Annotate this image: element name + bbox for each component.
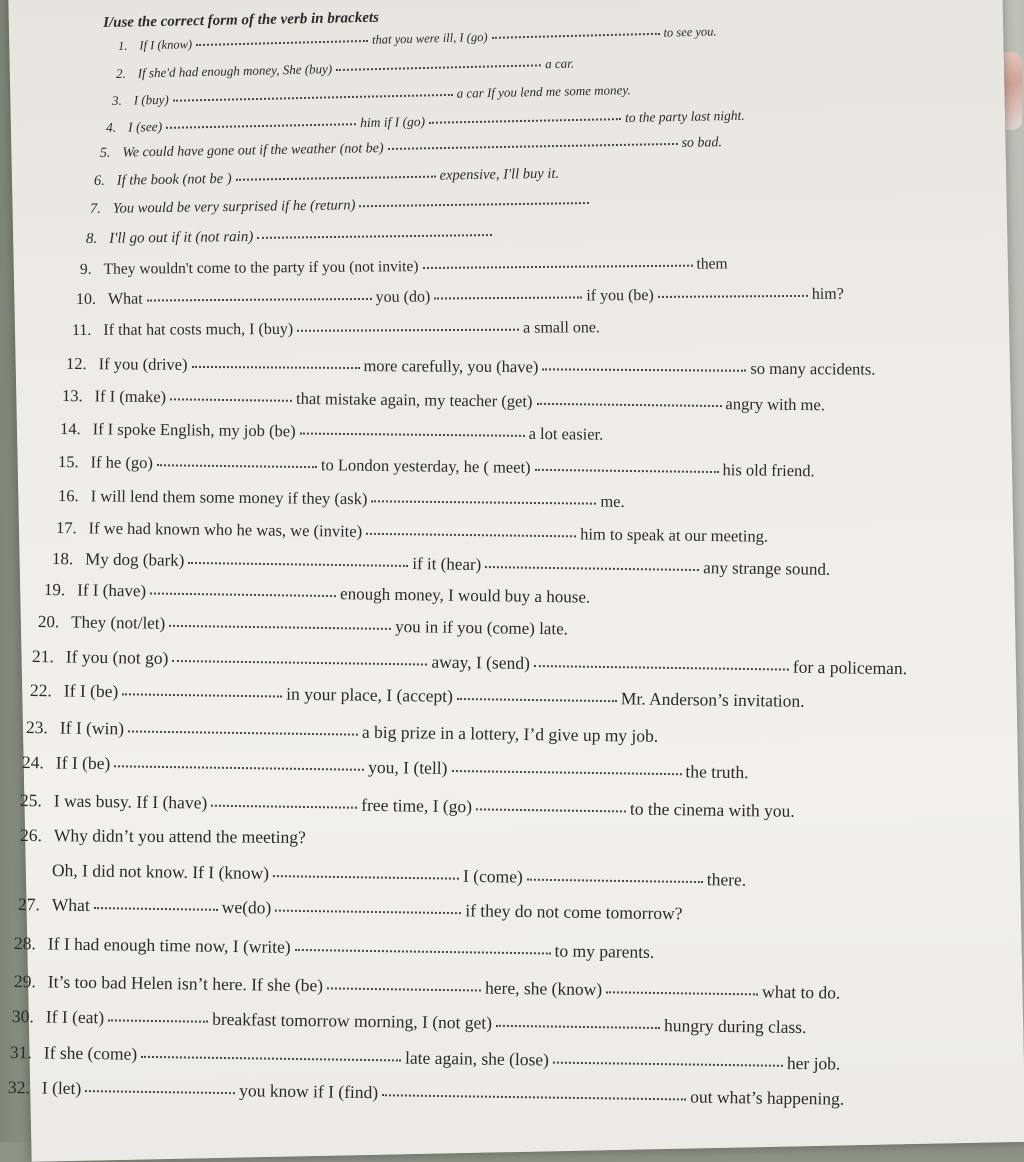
item-number: 8. xyxy=(85,230,98,247)
item-number: 21. xyxy=(31,646,55,667)
item-text: I'll go out if it (not rain) xyxy=(109,228,254,247)
answer-blank xyxy=(94,906,218,911)
answer-blank xyxy=(273,874,459,880)
item-text: to see you. xyxy=(663,24,717,40)
item-text: me. xyxy=(600,491,625,511)
answer-blank xyxy=(150,591,336,597)
answer-blank xyxy=(236,175,436,181)
item-text: If you (not go) xyxy=(65,646,169,668)
exercise-item xyxy=(80,255,728,279)
item-text: If you (drive) xyxy=(98,354,188,374)
item-text: so bad. xyxy=(681,135,723,151)
item-text: If I (make) xyxy=(94,386,167,407)
answer-blank xyxy=(359,201,589,207)
answer-blank xyxy=(496,1024,660,1029)
item-number: 32. xyxy=(7,1077,31,1098)
item-text: My dog (bark) xyxy=(85,549,185,570)
answer-blank xyxy=(542,367,746,371)
item-number: 24. xyxy=(21,752,45,773)
item-text: late again, she (lose) xyxy=(405,1047,550,1070)
item-text: you (do) xyxy=(375,288,431,306)
exercise-item xyxy=(56,518,768,547)
exercise-item xyxy=(66,354,876,380)
item-text: so many accidents. xyxy=(750,358,876,379)
answer-blank xyxy=(388,142,678,150)
answer-blank xyxy=(169,624,391,630)
item-text: a lot easier. xyxy=(528,423,604,444)
answer-blank xyxy=(297,328,519,332)
item-number: 15. xyxy=(57,452,79,472)
answer-blank xyxy=(371,499,596,504)
item-text: if you (be) xyxy=(586,286,654,305)
item-text: enough money, I would buy a house. xyxy=(340,584,591,607)
item-number: 13. xyxy=(61,386,83,406)
item-text: breakfast tomorrow morning, I (not get) xyxy=(212,1008,493,1033)
item-text: What xyxy=(51,894,90,916)
item-number: 6. xyxy=(93,172,105,189)
answer-blank xyxy=(114,764,364,770)
answer-blank xyxy=(422,264,692,269)
item-text: to my parents. xyxy=(554,940,655,962)
item-number: 7. xyxy=(89,200,101,217)
answer-blank xyxy=(141,1055,401,1062)
exercise-item xyxy=(38,612,568,639)
exercise-item xyxy=(12,1006,807,1038)
exercise-item xyxy=(94,166,559,190)
answer-blank xyxy=(196,39,368,46)
answer-blank xyxy=(366,532,576,538)
item-text: If I (eat) xyxy=(45,1006,105,1028)
exercise-item xyxy=(10,1042,841,1075)
item-text: They wouldn't come to the party if you (not invite) xyxy=(103,258,419,278)
exercise-item xyxy=(112,82,631,109)
item-number: 5. xyxy=(99,145,111,161)
item-text: expensive, I'll buy it. xyxy=(439,165,560,184)
exercise-item xyxy=(30,680,805,712)
worksheet-title: I/use the correct form of the verb in brackets xyxy=(103,9,380,31)
item-text: a small one. xyxy=(523,319,601,337)
item-text: If she (come) xyxy=(43,1042,138,1064)
item-text: away, I (send) xyxy=(431,651,531,673)
item-text: If I (know) xyxy=(139,37,193,53)
answer-blank xyxy=(476,807,626,812)
item-text: if it (hear) xyxy=(412,554,482,574)
item-text: her job. xyxy=(786,1052,841,1074)
answer-blank xyxy=(295,948,551,955)
item-text: him? xyxy=(811,285,844,303)
item-text: We could have gone out if the weather (not be) xyxy=(122,141,384,161)
answer-blank xyxy=(327,986,481,991)
item-number: 19. xyxy=(43,580,66,600)
item-text: you, I (tell) xyxy=(368,756,448,778)
item-text: angry with me. xyxy=(725,394,826,415)
item-text: You would be very surprised if he (return) xyxy=(112,197,356,217)
exercise-item xyxy=(32,646,907,679)
item-text: him to speak at our meeting. xyxy=(580,524,769,546)
answer-blank xyxy=(336,63,541,71)
exercise-item xyxy=(90,194,594,218)
exercise-item xyxy=(100,135,722,162)
answer-blank xyxy=(173,93,453,102)
answer-blank xyxy=(553,1061,783,1067)
exercise-item xyxy=(106,108,745,136)
item-text: a car. xyxy=(544,55,575,72)
item-text: Mr. Anderson’s invitation. xyxy=(620,688,805,711)
exercise-item xyxy=(8,1077,845,1110)
answer-blank xyxy=(211,804,357,809)
answer-blank xyxy=(166,122,356,129)
item-text: him if I (go) xyxy=(360,113,426,131)
answer-blank xyxy=(300,432,525,437)
answer-blank xyxy=(434,295,582,299)
item-text: for a policeman. xyxy=(792,656,908,679)
item-text: we(do) xyxy=(221,896,272,918)
item-text: What xyxy=(107,290,143,308)
exercise-item xyxy=(26,717,659,747)
item-number: 26. xyxy=(19,825,42,846)
exercise-item xyxy=(58,486,625,512)
item-number: 17. xyxy=(55,518,77,538)
answer-blank xyxy=(527,878,703,883)
item-text: If I (be) xyxy=(63,680,119,702)
answer-blank xyxy=(275,909,461,915)
item-text: If I spoke English, my job (be) xyxy=(92,419,296,441)
item-text: more carefully, you (have) xyxy=(363,356,539,377)
exercise-item xyxy=(14,971,841,1004)
answer-blank xyxy=(451,769,681,775)
item-text: I (buy) xyxy=(133,91,169,108)
exercise-item xyxy=(52,860,746,891)
item-text: Why didn’t you attend the meeting? xyxy=(53,825,306,847)
item-text: They (not/let) xyxy=(71,612,166,633)
item-number: 28. xyxy=(13,933,37,954)
item-number: 12. xyxy=(65,354,87,374)
answer-blank xyxy=(147,297,372,302)
item-text: that you were ill, I (go) xyxy=(371,29,488,47)
answer-blank xyxy=(429,117,621,124)
item-text: the truth. xyxy=(685,761,749,783)
exercise-item xyxy=(20,790,795,822)
exercise-item xyxy=(116,56,574,82)
item-text: I (come) xyxy=(462,865,523,887)
item-text: hungry during class. xyxy=(663,1015,807,1038)
item-number: 22. xyxy=(29,680,53,701)
answer-blank xyxy=(606,990,758,995)
item-number: 3. xyxy=(111,92,122,108)
item-text: If I had enough time now, I (write) xyxy=(47,933,291,957)
item-text: If I (win) xyxy=(59,717,125,739)
answer-blank xyxy=(535,468,719,473)
item-text: If I (have) xyxy=(77,580,147,601)
item-text: free time, I (go) xyxy=(361,794,473,817)
item-text: If we had known who he was, we (invite) xyxy=(88,518,363,541)
item-number: 10. xyxy=(75,290,97,308)
item-text: If the book (not be ) xyxy=(116,170,232,189)
item-text: out what’s happening. xyxy=(690,1086,845,1109)
item-text: to London yesterday, he ( meet) xyxy=(320,455,531,477)
item-number: 14. xyxy=(59,419,81,439)
answer-blank xyxy=(172,659,427,666)
answer-blank xyxy=(257,233,492,239)
item-text: If she'd had enough money, She (buy) xyxy=(137,61,333,81)
item-text: If I (be) xyxy=(55,752,111,774)
exercise-item xyxy=(58,452,815,481)
item-number: 2. xyxy=(115,65,126,81)
exercise-item xyxy=(86,226,496,248)
item-number: 31. xyxy=(9,1042,33,1063)
item-number: 9. xyxy=(79,260,92,278)
exercise-item xyxy=(20,825,306,848)
item-number: 1. xyxy=(117,38,128,53)
answer-blank xyxy=(157,463,317,468)
item-text: I will lend them some money if they (ask) xyxy=(90,486,368,509)
exercise-item xyxy=(76,286,844,309)
answer-blank xyxy=(457,697,617,702)
item-number: 20. xyxy=(37,612,60,632)
answer-blank xyxy=(485,565,699,571)
item-text: to the party last night. xyxy=(624,107,745,126)
item-text: a car If you lend me some money. xyxy=(456,82,631,101)
item-number: 16. xyxy=(57,486,79,506)
answer-blank xyxy=(188,561,408,567)
item-text: his old friend. xyxy=(722,460,815,481)
item-text: I (let) xyxy=(41,1077,82,1099)
exercise-item xyxy=(52,549,831,580)
answer-blank xyxy=(382,1093,686,1100)
item-text: what to do. xyxy=(761,981,841,1003)
item-text: I was busy. If I (have) xyxy=(53,790,208,813)
item-number: 29. xyxy=(13,971,37,992)
item-text: Oh, I did not know. If I (know) xyxy=(51,860,270,884)
item-number: 30. xyxy=(11,1006,35,1027)
exercise-item xyxy=(60,419,604,445)
exercise-item xyxy=(22,752,749,783)
item-text: here, she (know) xyxy=(484,977,603,1000)
item-number: 25. xyxy=(19,790,43,811)
exercise-item xyxy=(62,386,825,415)
answer-blank xyxy=(491,32,659,39)
answer-blank xyxy=(170,397,292,401)
answer-blank xyxy=(536,402,721,407)
exercise-item xyxy=(18,894,683,924)
item-number: 11. xyxy=(71,321,92,339)
answer-blank xyxy=(658,294,808,298)
item-number: 4. xyxy=(105,119,117,135)
exercise-item xyxy=(72,319,600,340)
answer-blank xyxy=(191,365,359,369)
item-text: them xyxy=(696,255,728,273)
answer-blank xyxy=(122,692,282,697)
answer-blank xyxy=(128,729,358,735)
item-text: that mistake again, my teacher (get) xyxy=(295,388,533,411)
item-text: It’s too bad Helen isn’t here. If she (be) xyxy=(47,971,324,996)
item-text: any strange sound. xyxy=(703,558,831,579)
item-text: a big prize in a lottery, I’d give up my job. xyxy=(361,721,659,746)
answer-blank xyxy=(534,664,789,671)
exercise-item xyxy=(14,933,655,963)
item-text: If that hat costs much, I (buy) xyxy=(103,320,294,339)
item-text: you know if I (find) xyxy=(239,1080,379,1103)
item-number: 18. xyxy=(51,549,74,569)
item-text: If he (go) xyxy=(90,452,154,473)
answer-blank xyxy=(85,1089,235,1094)
exercise-item xyxy=(44,580,590,608)
item-text: you in if you (come) late. xyxy=(395,616,569,639)
item-text: if they do not come tomorrow? xyxy=(465,900,683,924)
item-text: I (see) xyxy=(127,118,163,135)
item-text: there. xyxy=(706,869,747,890)
item-text: to the cinema with you. xyxy=(629,798,795,821)
item-number: 23. xyxy=(25,717,49,738)
item-text: in your place, I (accept) xyxy=(286,683,454,706)
answer-blank xyxy=(108,1018,208,1022)
item-number: 27. xyxy=(17,894,41,915)
